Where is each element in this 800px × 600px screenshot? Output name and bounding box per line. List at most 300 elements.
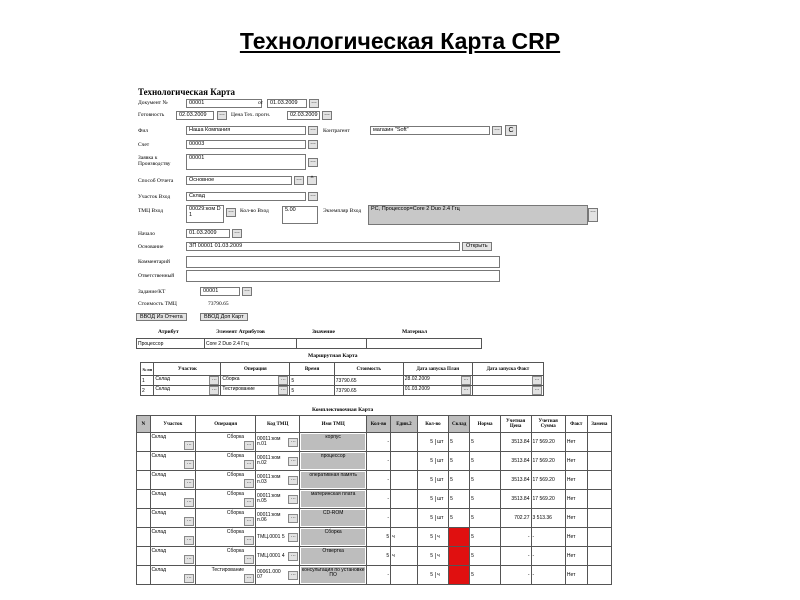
comp-site-text: Склад [151,434,166,440]
comp-cell-sum[interactable] [531,509,565,528]
comp-cell-price[interactable] [500,566,531,585]
comp-sum-text: 17 569.20 [532,496,555,502]
comp-cell-replace[interactable] [587,509,611,528]
start-picker-button[interactable]: … [232,229,242,238]
comp-qty-text: - [387,515,390,521]
comp-unit-text: ч [435,534,447,540]
table-row[interactable] [137,339,482,349]
comp-cell-unit2[interactable] [391,547,418,566]
comp-qty-text: - [387,496,390,502]
price-date-picker-button[interactable]: … [322,111,332,120]
route-cell-site[interactable] [154,376,221,386]
comp-site-select-button[interactable]: … [184,441,194,450]
route-site-select-button[interactable]: … [209,376,219,385]
counterparty-clear-button[interactable]: С [505,125,517,136]
comp-col-code: Код ТМЦ [256,416,300,433]
table-row[interactable] [137,547,612,566]
comp-cell-fact[interactable] [565,471,587,490]
comp-cell-n [137,566,151,585]
accounting-type-select-button[interactable]: … [294,176,304,185]
comp-cell-warehouse[interactable] [449,566,470,585]
comp-site-text: Склад [151,491,166,497]
comp-qty-text: - [387,439,390,445]
attribute-input-button[interactable]: ВВОД Из Отчета [136,313,187,321]
comp-cell-qty2[interactable] [417,547,448,566]
comp-sum-text: 17 569.20 [532,477,555,483]
comp-site-text: Склад [151,548,166,554]
comp-cell-price[interactable] [500,433,531,452]
comp-col-warehouse: Склад [449,416,470,433]
comp-cell-site[interactable] [150,471,196,490]
comp-cell-operation[interactable] [196,566,256,585]
form-title: Технологическая Карта [138,87,236,97]
comp-sum-text: 17 569.20 [532,458,555,464]
comp-cell-warehouse[interactable] [449,471,470,490]
accounting-type-field[interactable]: Основное [186,176,292,185]
open-button[interactable]: Открыть [462,242,492,251]
comp-col-fact: Факт [565,416,587,433]
comp-cell-operation[interactable] [196,452,256,471]
comp-cell-price[interactable] [500,452,531,471]
comp-operation-select-button[interactable]: … [244,460,254,469]
comp-operation-select-button[interactable]: … [244,441,254,450]
comp-col-sum: Учетная Сумма [531,416,565,433]
comp-cell-site[interactable] [150,566,196,585]
comp-cell-qty[interactable] [366,509,390,528]
table-row[interactable] [137,471,612,490]
comp-cell-n [137,433,151,452]
route-cell-cost[interactable]: 73790.65 [334,386,403,396]
comp-code-select-button[interactable]: … [288,476,298,485]
tmc-field[interactable]: 00029:ком D 1 [186,205,224,223]
responsible-field[interactable] [186,270,500,282]
comp-cell-qty[interactable] [366,471,390,490]
comp-cell-name[interactable] [300,490,367,509]
comp-cell-fact[interactable] [565,566,587,585]
table-row[interactable] [137,452,612,471]
task-label: Задание/КТ [138,289,166,295]
comp-unit-text: шт [435,515,447,521]
attr-cell-material[interactable] [367,339,482,349]
attr-header-material: Материал [402,329,428,335]
comp-cell-sum[interactable] [531,433,565,452]
comp-site-select-button[interactable]: … [184,517,194,526]
comp-code-select-button[interactable]: … [288,438,298,447]
comp-cell-unit2[interactable] [391,528,418,547]
counterparty-field[interactable]: магазин "Soft" [370,126,490,135]
comp-cell-qty[interactable] [366,490,390,509]
comp-cell-sum[interactable] [531,528,565,547]
comp-cell-qty2[interactable] [417,471,448,490]
comp-cell-site[interactable] [150,528,196,547]
route-header-row [141,363,544,376]
comp-cell-replace[interactable] [587,528,611,547]
comp-cell-fact[interactable] [565,452,587,471]
comp-cell-replace[interactable] [587,490,611,509]
comp-cell-qty2[interactable] [417,452,448,471]
comp-cell-norm[interactable] [470,547,501,566]
comp-cell-operation[interactable] [196,528,256,547]
cost-label: Стоимость ТМЦ [138,301,177,307]
comp-site-select-button[interactable]: … [184,498,194,507]
comp-operation-text: Сборка [226,491,245,497]
route-col-site: Участок [154,363,221,376]
comp-cell-site[interactable] [150,547,196,566]
comp-cell-site[interactable] [150,433,196,452]
comp-cell-qty2[interactable] [417,490,448,509]
comp-sum-text: 3 513.36 [532,515,552,521]
comp-cell-norm[interactable] [470,471,501,490]
comp-cell-warehouse[interactable] [449,547,470,566]
attr-cell-element[interactable]: Core 2 Duo 2.4 Ггц [204,339,296,349]
comp-code-select-button[interactable]: … [288,533,298,542]
comp-norm-text: 5 [471,515,474,521]
route-cell-operation[interactable] [221,376,290,386]
comp-col-norm: Норма [470,416,501,433]
comp-site-text: Склад [151,510,166,516]
comp-operation-text: Тестирование [211,567,245,573]
spec-field[interactable]: PC, Процессор=Core 2 Duo 2.4 Ггц [368,205,588,225]
comp-cell-fact[interactable] [565,433,587,452]
account-select-button[interactable]: … [308,140,318,149]
route-cell-no: 2 [141,386,154,396]
comp-operation-select-button[interactable]: … [244,536,254,545]
comp-sum-text: - [532,572,535,578]
comp-cell-operation[interactable] [196,433,256,452]
counterparty-select-button[interactable]: … [492,126,502,135]
comp-operation-text: Сборка [226,529,245,535]
comp-cell-norm[interactable] [470,433,501,452]
card-input-button[interactable]: ВВОД Доп Карт [200,313,248,321]
comp-cell-price[interactable] [500,490,531,509]
route-cell-time[interactable]: 5 [290,376,334,386]
comp-unit-text: шт [435,477,447,483]
comp-cell-code[interactable] [256,528,300,547]
basis-label: Основание [138,244,164,250]
comp-cell-qty[interactable] [366,547,390,566]
comp-cell-qty[interactable] [366,452,390,471]
comp-cell-qty2[interactable] [417,509,448,528]
comp-col-n[interactable]: N [137,416,151,433]
route-card-table [140,362,544,396]
comp-sum-text: 17 569.20 [532,439,555,445]
comp-cell-sum[interactable] [531,490,565,509]
table-row[interactable] [141,376,544,386]
comp-qty-text: - [387,458,390,464]
comp-cell-operation[interactable] [196,509,256,528]
accounting-type-dropdown-icon[interactable]: ^ [307,176,317,185]
comp-price-text: 3513.84 [511,477,530,483]
route-operation-select-button[interactable]: … [278,376,288,385]
comp-cell-name[interactable] [300,509,367,528]
comp-cell-norm[interactable] [470,452,501,471]
comp-cell-unit2[interactable] [391,490,418,509]
comp-cell-operation[interactable] [196,471,256,490]
comp-site-select-button[interactable]: … [184,536,194,545]
price-date-label: Цена Тех. прогн. [231,112,271,118]
comp-code-text: 00061.000 07 [257,569,281,580]
comp-qty2-text: 5 [430,439,434,445]
order-field[interactable]: 00001 [186,154,306,170]
comp-cell-warehouse[interactable] [449,509,470,528]
comp-operation-select-button[interactable]: … [244,555,254,564]
comp-norm-text: 5 [471,496,474,502]
counterparty-label: Контрагент [323,128,350,134]
comp-qty-text: - [387,477,390,483]
comp-cell-norm[interactable] [470,528,501,547]
comp-cell-qty[interactable] [366,528,390,547]
comp-fact-text: Нет [566,496,576,502]
account-field[interactable]: 00003 [186,140,306,149]
qty-field[interactable]: 5.00 [282,206,318,224]
comp-cell-qty2[interactable] [417,566,448,585]
comp-site-select-button[interactable]: … [184,460,194,469]
comp-cell-sum[interactable] [531,471,565,490]
comp-cell-warehouse[interactable] [449,452,470,471]
comp-cell-replace[interactable] [587,471,611,490]
comp-cell-code[interactable] [256,471,300,490]
comp-cell-fact[interactable] [565,509,587,528]
attr-header-value: Значение [312,329,335,335]
comp-cell-name[interactable] [300,433,367,452]
comp-cell-operation[interactable] [196,547,256,566]
comp-qty2-text: 5 [430,534,434,540]
basis-field[interactable]: ЗП 00001 01.03.2009 [186,242,460,251]
firm-select-button[interactable]: … [308,126,318,135]
route-operation-text: Сборка [222,376,240,382]
attr-header-element: Элемент Атрибутов [216,329,265,335]
comp-cell-fact[interactable] [565,528,587,547]
comp-cell-name[interactable] [300,547,367,566]
comp-name-text: оперативная память [309,472,357,478]
readiness-picker-button[interactable]: … [217,111,227,120]
site-field[interactable]: Склад [186,192,306,201]
comp-cell-qty2[interactable] [417,433,448,452]
comp-code-select-button[interactable]: … [288,495,298,504]
date-from-picker-button[interactable]: … [309,99,319,108]
route-site-text: Склад [155,386,170,392]
comp-qty2-text: 5 [430,553,434,559]
comp-warehouse-text: 5 [450,477,453,483]
comp-code-select-button[interactable]: … [288,552,298,561]
route-col-cost: Стоимость [334,363,403,376]
components-table [136,415,612,585]
comp-cell-warehouse[interactable] [449,490,470,509]
comp-fact-text: Нет [566,534,576,540]
comp-operation-select-button[interactable]: … [244,574,254,583]
comp-cell-site[interactable] [150,452,196,471]
comp-cell-operation[interactable] [196,490,256,509]
comp-cell-unit2[interactable] [391,471,418,490]
comp-cell-qty2[interactable] [417,528,448,547]
comp-norm-text: 5 [471,458,474,464]
attr-cell-value[interactable] [297,339,367,349]
task-select-button[interactable]: … [242,287,252,296]
comp-operation-select-button[interactable]: … [244,498,254,507]
comp-qty2-text: 5 [430,515,434,521]
comp-code-select-button[interactable]: … [288,457,298,466]
comp-qty-text: - [387,572,390,578]
comp-site-text: Склад [151,529,166,535]
route-cell-fact[interactable] [472,386,543,396]
date-from-field[interactable]: 01.03.2009 [267,99,307,108]
comp-cell-warehouse[interactable] [449,433,470,452]
comp-cell-code[interactable] [256,433,300,452]
route-site-select-button[interactable]: … [209,386,219,395]
comp-cell-unit2[interactable] [391,509,418,528]
comp-cell-replace[interactable] [587,547,611,566]
table-row[interactable] [141,386,544,396]
comp-cell-code[interactable] [256,566,300,585]
comp-warehouse-text: 5 [450,515,453,521]
comment-field[interactable] [186,256,500,268]
comp-cell-replace[interactable] [587,566,611,585]
comp-price-text: - [527,553,530,559]
comp-cell-replace[interactable] [587,433,611,452]
comp-operation-text: Сборка [226,548,245,554]
comp-code-select-button[interactable]: … [288,514,298,523]
comp-unit-text: шт [435,439,447,445]
comp-cell-name[interactable] [300,471,367,490]
comp-code-text: 00011:ком п.03 [257,474,281,485]
comp-col-operation: Операция [196,416,256,433]
comp-cell-norm[interactable] [470,566,501,585]
document-field[interactable]: 00001 [186,99,262,108]
comp-site-select-button[interactable]: … [184,479,194,488]
comp-operation-select-button[interactable]: … [244,479,254,488]
route-cell-cost[interactable]: 73790.65 [334,376,403,386]
table-row[interactable] [137,433,612,452]
table-row[interactable] [137,566,612,585]
comp-cell-unit2[interactable] [391,433,418,452]
table-row[interactable] [137,490,612,509]
components-title: Комплектовочная Карта [312,407,374,413]
comp-cell-price[interactable] [500,471,531,490]
route-operation-text: Тестирование [222,386,255,392]
tmc-select-button[interactable]: … [226,208,236,217]
site-select-button[interactable]: … [308,192,318,201]
task-field[interactable]: 00001 [200,287,240,296]
comp-cell-site[interactable] [150,490,196,509]
comp-operation-text: Сборка [226,510,245,516]
comp-operation-text: Сборка [226,453,245,459]
spec-select-button[interactable]: … [588,208,598,222]
attr-cell-attribute[interactable]: Процессор [137,339,205,349]
comp-cell-name[interactable] [300,528,367,547]
comp-cell-n [137,471,151,490]
comp-cell-sum[interactable] [531,566,565,585]
comp-cell-warehouse[interactable] [449,528,470,547]
comp-name-text: Отвертка [322,548,344,554]
comp-cell-n [137,452,151,471]
comp-price-text: - [527,534,530,540]
comp-cell-sum[interactable] [531,547,565,566]
table-row[interactable] [137,509,612,528]
comp-cell-price[interactable] [500,509,531,528]
route-operation-select-button[interactable]: … [278,386,288,395]
comp-qty2-text: 5 [430,496,434,502]
comp-cell-fact[interactable] [565,547,587,566]
comp-name-text: корпус [325,434,341,440]
route-cell-plan[interactable] [403,386,472,396]
comp-site-select-button[interactable]: … [184,574,194,583]
comp-cell-replace[interactable] [587,452,611,471]
start-label: Начало [138,231,155,237]
route-cell-no: 1 [141,376,154,386]
route-col-time: Время [290,363,334,376]
comp-cell-code[interactable] [256,452,300,471]
comp-code-text: 00011:ком п.06 [257,512,281,523]
route-cell-fact[interactable] [472,376,543,386]
attr-header-attribute: Атрибут [158,329,179,335]
route-col-fact: Дата запуска Факт [472,363,543,376]
comp-cell-unit2[interactable] [391,566,418,585]
start-field[interactable]: 01.03.2009 [186,229,230,238]
order-select-button[interactable]: … [308,158,318,167]
route-cell-time[interactable]: 5 [290,386,334,396]
comp-cell-norm[interactable] [470,490,501,509]
comp-code-select-button[interactable]: … [288,571,298,580]
comp-unit-text: ч [435,553,447,559]
components-header-row [137,416,612,433]
comp-cell-price[interactable] [500,528,531,547]
route-site-text: Склад [155,376,170,382]
route-cell-site[interactable] [154,386,221,396]
comp-cell-sum[interactable] [531,452,565,471]
route-fact-picker-button[interactable]: … [532,386,542,395]
firm-label: Фил [138,128,149,134]
readiness-field[interactable]: 02.03.2009 [176,111,214,120]
comp-cell-unit2[interactable] [391,452,418,471]
comp-code-text: 00011:ком п.05 [257,493,281,504]
comp-cell-code[interactable] [256,547,300,566]
comp-cell-fact[interactable] [565,490,587,509]
comp-cell-code[interactable] [256,490,300,509]
comp-col-name: Имя ТМЦ [300,416,367,433]
comp-qty-text: 5 [386,534,390,540]
comment-label: Комментарий [138,259,170,265]
route-cell-plan[interactable] [403,376,472,386]
comp-price-text: 3513.84 [511,458,530,464]
comp-cell-code[interactable] [256,509,300,528]
comp-cell-norm[interactable] [470,509,501,528]
comp-cell-name[interactable] [300,566,367,585]
comp-cell-name[interactable] [300,452,367,471]
route-plan-picker-button[interactable]: … [461,376,471,385]
route-fact-picker-button[interactable]: … [532,376,542,385]
comp-site-text: Склад [151,567,166,573]
comp-cell-qty[interactable] [366,433,390,452]
comp-cell-n [137,528,151,547]
comp-col-qty: Кол-во [366,416,390,433]
comp-sum-text: - [532,553,535,559]
comp-cell-qty[interactable] [366,566,390,585]
comp-operation-select-button[interactable]: … [244,517,254,526]
comp-norm-text: 5 [471,439,474,445]
table-row[interactable] [137,528,612,547]
spec-label: Экземпляр Вход [323,208,362,214]
comp-col-unit2: Един.2 [391,416,418,433]
comp-cell-price[interactable] [500,547,531,566]
comp-site-select-button[interactable]: … [184,555,194,564]
price-date-field[interactable]: 02.03.2009 [287,111,320,120]
firm-field[interactable]: Наша Компания [186,126,306,135]
comp-qty2-text: 5 [430,572,434,578]
comp-norm-text: 5 [471,553,474,559]
comp-cell-site[interactable] [150,509,196,528]
route-plan-picker-button[interactable]: … [461,386,471,395]
route-cell-operation[interactable] [221,386,290,396]
